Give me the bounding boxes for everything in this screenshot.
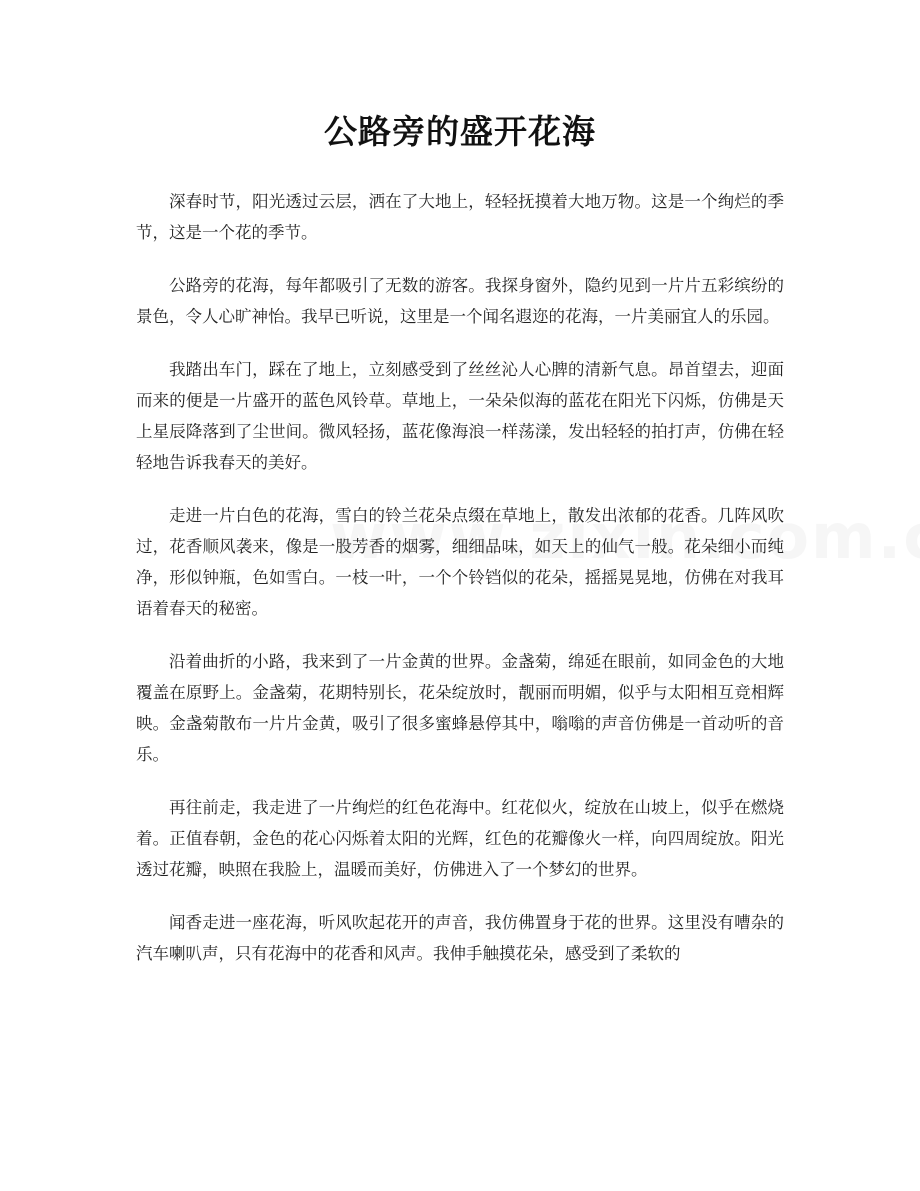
paragraph-1: 深春时节，阳光透过云层，洒在了大地上，轻轻抚摸着大地万物。这是一个绚烂的季节，这是一个花的季节。 (136, 192, 784, 242)
paragraph-3: 我踏出车门，踩在了地上，立刻感受到了丝丝沁人心脾的清新气息。昂首望去，迎面而来的便是一片盛开的蓝色风铃草。草地上，一朵朵似海的蓝花在阳光下闪烁，仿佛是天上星辰降落到了尘世间。微风轻扬，蓝花像海浪一样荡漾，发出轻轻的拍打声，仿佛在轻轻地告诉我春天的美好。 (136, 360, 784, 472)
paragraph-4: 走进一片白色的花海，雪白的铃兰花朵点缀在草地上，散发出浓郁的花香。几阵风吹过，花香顺风袭来，像是一股芳香的烟雾，细细品味，如天上的仙气一般。花朵细小而纯净，形似钟瓶，色如雪白。一枝一叶，一个个铃铛似的花朵，摇摇晃晃地，仿佛在对我耳语着春天的秘密。 (136, 506, 784, 618)
article-body (136, 186, 784, 969)
document-title: 公路旁的盛开花海 (324, 112, 596, 151)
paragraph-7: 闻香走进一座花海，听风吹起花开的声音，我仿佛置身于花的世界。这里没有嘈杂的汽车喇叭声，只有花海中的花香和风声。我伸手触摸花朵，感受到了柔软的 (136, 913, 784, 963)
paragraph-2: 公路旁的花海，每年都吸引了无数的游客。我探身窗外，隐约见到一片片五彩缤纷的景色，令人心旷神怡。我早已听说，这里是一个闻名遐迩的花海，一片美丽宜人的乐园。 (136, 276, 784, 326)
paragraph-5: 沿着曲折的小路，我来到了一片金黄的世界。金盏菊，绵延在眼前，如同金色的大地覆盖在原野上。金盏菊，花期特别长，花朵绽放时，靓丽而明媚，似乎与太阳相互竞相辉映。金盏菊散布一片片金黄，吸引了很多蜜蜂悬停其中，嗡嗡的声音仿佛是一首动听的音乐。 (136, 652, 784, 764)
paragraph-6: 再往前走，我走进了一片绚烂的红色花海中。红花似火，绽放在山坡上，似乎在燃烧着。正值春朝，金色的花心闪烁着太阳的光辉，红色的花瓣像火一样，向四周绽放。阳光透过花瓣，映照在我脸上，温暖而美好，仿佛进入了一个梦幻的世界。 (136, 798, 784, 879)
